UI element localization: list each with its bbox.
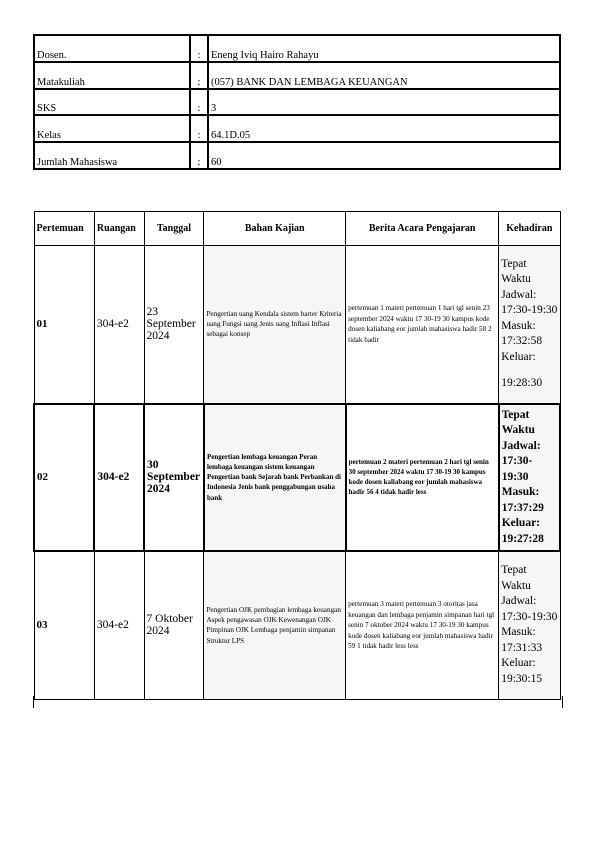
meeting-berita-acara: pertemuan 2 materi pertemuan 2 hari tgl senin 30 september 2024 waktu 17 30-19 30 kampus kode dosen kaliabang eor jumlah mahasiswa hadir 56 4 tidak hadir less [346,404,499,552]
info-colon: : [190,35,208,62]
info-row-jumlah [34,142,560,169]
info-label: Matakuliah [34,62,190,89]
meetings-header-row [34,212,560,246]
attendance-out-label: Keluar: [501,517,541,530]
table-continuation [33,696,563,708]
attendance-out-label: Keluar: [501,657,536,670]
info-value: Eneng Iviq Hairo Rahayu [208,35,560,62]
meeting-bahan-kajian: Pengertian uang Kendala sistem barter Kriteria uang Fungsi uang Jenis uang Inflasi Inflasi sebagai konsep [204,246,346,404]
meeting-date: 23 September 2024 [144,246,204,404]
header-tanggal: Tanggal [144,212,204,246]
attendance-in: Masuk: 17:37:29 [501,486,544,514]
info-colon: : [190,142,208,169]
attendance-out-time: 19:30:15 [501,672,543,685]
info-label: Jumlah Mahasiswa [34,142,190,169]
table-row [34,404,560,552]
meeting-number: 03 [34,551,94,699]
meeting-room: 304-e2 [94,404,144,552]
info-colon: : [190,89,208,116]
meeting-number: 02 [34,404,94,552]
attendance-cell [499,246,560,404]
info-value: (057) BANK DAN LEMBAGA KEUANGAN [208,62,560,89]
attendance-in: Masuk: 17:31:33 [501,626,543,654]
info-row-matakuliah [34,62,560,89]
table-row [34,551,560,699]
meeting-date: 7 Oktober 2024 [144,551,204,699]
info-value: 64.1D.05 [208,115,560,142]
info-row-sks [34,89,560,116]
info-row-kelas [34,115,560,142]
attendance-in: Masuk: 17:32:58 [501,319,543,348]
meetings-table [33,211,561,700]
info-colon: : [190,62,208,89]
attendance-status: Tepat Waktu [501,564,531,592]
attendance-out-time: 19:27:28 [501,532,544,545]
attendance-out-time: 19:28:30 [501,377,543,390]
info-label: Kelas [34,115,190,142]
info-value: 3 [208,89,560,116]
header-ruangan: Ruangan [94,212,144,246]
attendance-schedule: Jadwal: 17:30-19:30 [501,439,541,483]
course-info-table [33,34,561,170]
meeting-bahan-kajian: Pengertian OJK pembagian lembaga keuangan Aspek pengawasan OJK Kewenangan OJK Pimpinan OJK Lembaga penjamin simpanan Struktur LPS [204,551,346,699]
header-berita-acara: Berita Acara Pengajaran [346,212,499,246]
info-label: Dosen. [34,35,190,62]
header-kehadiran: Kehadiran [499,212,560,246]
meeting-date: 30 September 2024 [144,404,204,552]
info-label: SKS [34,89,190,116]
info-value: 60 [208,142,560,169]
header-pertemuan: Pertemuan [34,212,94,246]
attendance-out-label: Keluar: [501,350,536,363]
attendance-schedule: Jadwal: 17:30-19:30 [501,595,558,623]
header-bahan-kajian: Bahan Kajian [204,212,346,246]
meeting-number: 01 [34,246,94,404]
meeting-room: 304-e2 [94,246,144,404]
attendance-cell [499,404,560,552]
attendance-status: Tepat Waktu [501,408,535,437]
attendance-cell [499,551,560,699]
meeting-berita-acara: pertemuan 3 materi pertemuan 3 otoritas jasa keuangan dan lembaga penjamin simpanan hari tgl senin 7 oktober 2024 waktu 17 30-19 30 kampus kode dosen kaliabang eor jumlah mahasiswa hadir 59 1 tidak hadir less less [346,551,499,699]
attendance-schedule: Jadwal: 17:30-19:30 [501,288,558,317]
table-row [34,246,560,404]
meeting-room: 304-e2 [94,551,144,699]
attendance-status: Tepat Waktu [501,257,531,286]
meeting-berita-acara: pertemuan 1 materi pertemuan 1 hari tgl senin 23 september 2024 waktu 17 30-19 30 kampus kode dosen kaliabang eor jumlah mahasiswa hadir 58 2 tidak hadir [346,246,499,404]
meeting-bahan-kajian: Pengertian lembaga keuangan Peran lembaga keuangan sistem keuangan Pengertian bank Sejarah bank Perbankan di Indonesia Jenis bank penggabungan usaha bank [204,404,346,552]
info-colon: : [190,115,208,142]
info-row-dosen [34,35,560,62]
